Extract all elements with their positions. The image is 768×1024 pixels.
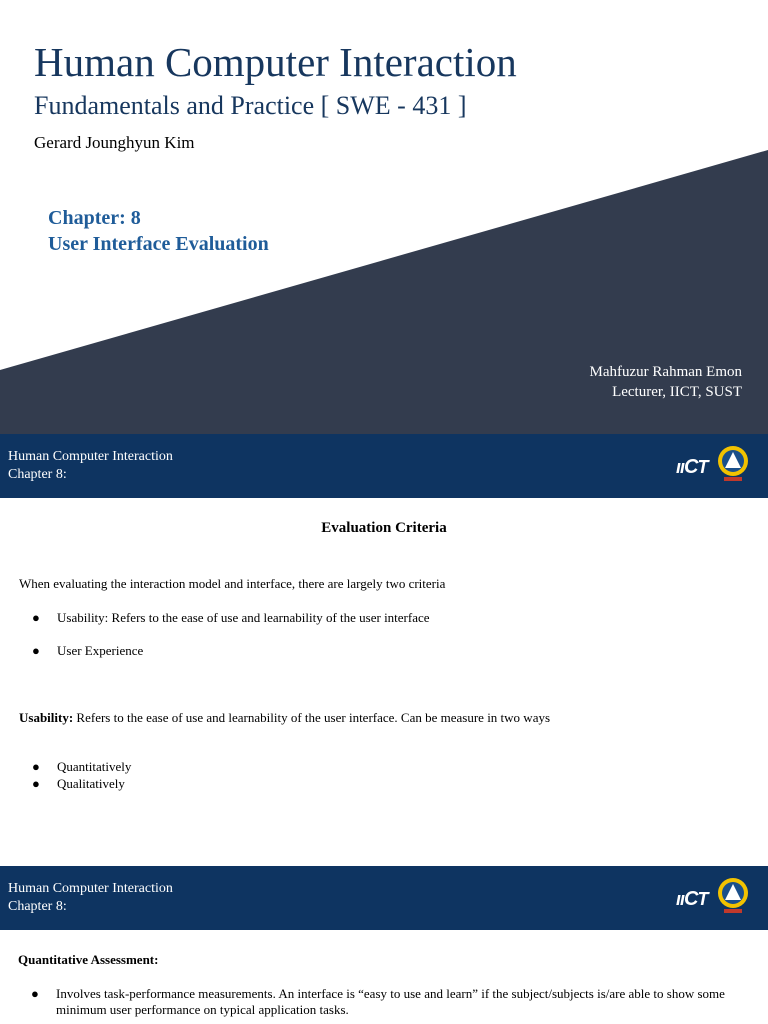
header-logos <box>676 444 750 488</box>
course-subtitle: Fundamentals and Practice [ SWE - 431 ] <box>34 91 467 120</box>
criterion-usability: Usability: Refers to the ease of use and learnability of the user interface <box>57 610 430 625</box>
book-author: Gerard Jounghyun Kim <box>34 133 195 152</box>
criterion-user-experience: User Experience <box>57 643 144 658</box>
header-course: Human Computer Interaction <box>8 881 173 896</box>
title-slide <box>0 0 768 434</box>
usability-text: Refers to the ease of use and learnability of the user interface. Can be measure in two ways <box>73 710 551 725</box>
bullet-icon: ● <box>32 776 40 791</box>
sust-emblem-icon <box>716 876 750 916</box>
slide-header <box>0 434 768 498</box>
slide-heading: Quantitative Assessment: <box>18 952 159 967</box>
bullet-icon: ● <box>32 610 40 625</box>
quantitative-description: Involves task-performance measurements. An interface is “easy to use and learn” if the subject/subjects is/are able to show some minimum user performance on typical application tasks. <box>56 986 725 1017</box>
list-item <box>31 986 756 1018</box>
bullet-icon: ● <box>31 986 39 1001</box>
list-item <box>32 776 125 792</box>
list-item <box>32 610 430 626</box>
slide-title: Evaluation Criteria <box>321 520 447 536</box>
way-qualitative: Qualitatively <box>57 776 125 791</box>
iict-logo: ııCT <box>676 888 708 910</box>
list-item <box>32 643 144 659</box>
header-text <box>8 448 173 484</box>
header-chapter: Chapter 8: <box>8 899 67 914</box>
header-text <box>8 880 173 916</box>
list-item <box>32 759 132 775</box>
bullet-icon: ● <box>32 643 40 658</box>
usability-label: Usability: <box>19 710 74 725</box>
header-course: Human Computer Interaction <box>8 449 173 464</box>
slide-quantitative-assessment <box>0 930 768 1024</box>
intro-paragraph: When evaluating the interaction model and interface, there are largely two criteria <box>19 576 446 591</box>
lecturer-name: Mahfuzur Rahman Emon <box>589 364 742 380</box>
chapter-number: Chapter: 8 <box>48 207 141 229</box>
slide-header <box>0 866 768 930</box>
sust-emblem-icon <box>716 444 750 484</box>
iict-logo: ııCT <box>676 456 708 478</box>
header-chapter: Chapter 8: <box>8 467 67 482</box>
lecturer-role: Lecturer, IICT, SUST <box>612 384 742 400</box>
way-quantitative: Quantitatively <box>57 759 132 774</box>
usability-paragraph <box>19 710 550 726</box>
slide-evaluation-criteria <box>0 498 768 866</box>
bullet-icon: ● <box>32 759 40 774</box>
header-logos <box>676 876 750 920</box>
lecturer-info <box>590 362 742 402</box>
course-title: Human Computer Interaction <box>34 39 517 85</box>
chapter-title: User Interface Evaluation <box>48 233 269 255</box>
